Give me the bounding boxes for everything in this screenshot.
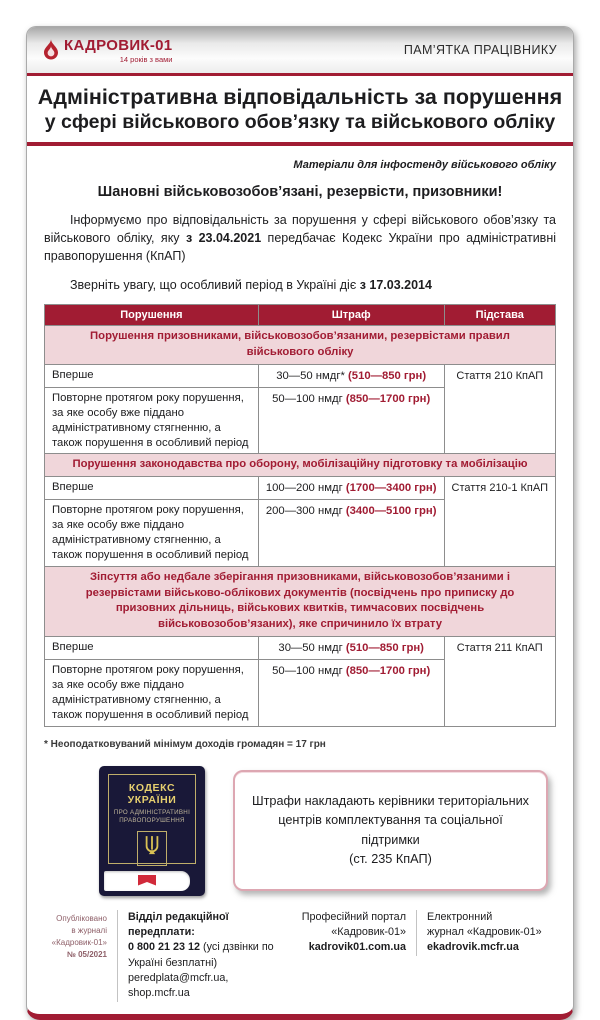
published-line1: Опубліковано — [56, 913, 107, 923]
book-subtitle-line1: ПРО АДМІНІСТРАТИВНІ — [113, 808, 191, 816]
cell-violation: Вперше — [45, 364, 259, 387]
brand-logo — [43, 37, 172, 64]
table-row — [45, 637, 556, 660]
callout-line1: Штрафи накладають керівники територіальних — [251, 794, 530, 809]
section-title: Порушення законодавства про оборону, мобілізаційну підготовку та мобілізацію — [45, 454, 556, 477]
published-in-block — [41, 910, 107, 961]
phone-note: (усі дзвінки по Україні безплатні) — [128, 941, 274, 969]
fines-table — [44, 304, 556, 726]
section-title: Порушення призовниками, військовозобов’язаними, резервістами правил військового обліку — [45, 326, 556, 365]
col-header-violation: Порушення — [45, 305, 259, 326]
cell-violation: Повторне протягом року порушення, за яке особу вже піддано адміністративному стягненню, а також порушення в особливий період — [45, 387, 259, 454]
portal-block — [278, 910, 406, 956]
fine-amount: 100—200 нмдг — [265, 482, 343, 495]
section-row — [45, 454, 556, 477]
subscription-phone-line — [128, 940, 278, 971]
code-book-illustration — [99, 766, 205, 896]
section-row — [45, 326, 556, 365]
trident-emblem — [137, 831, 167, 866]
fine-amount: 30—50 нмдг — [278, 642, 343, 654]
fine-uah: (850—1700 грн) — [345, 392, 431, 405]
fine-uah: (1700—3400 грн) — [345, 482, 437, 495]
memo-type-label: ПАМ’ЯТКА ПРАЦІВНИКУ — [403, 43, 557, 57]
section-title: Зіпсуття або недбале зберігання призовниками, військовозобов’язаними і резервістами військово-облікових документів (посвідчень про приписку до призовних дільниць, військових квитків, тимчасових посвідчень військовозобов’язаних), яке спричинило їх втрату — [45, 566, 556, 636]
book-pages — [104, 871, 190, 891]
intro-paragraph-date: з 23.04.2021 — [185, 230, 262, 245]
header-bar — [27, 27, 573, 76]
fine-amount: 50—100 нмдг — [272, 392, 343, 405]
published-line2: в журналі — [71, 925, 107, 935]
fine-uah: (850—1700 грн) — [345, 664, 431, 677]
portal-line1: Професійний портал — [301, 910, 406, 923]
fine-uah: (510—850 грн) — [348, 369, 427, 382]
flame-icon — [43, 39, 59, 60]
cell-violation: Вперше — [45, 477, 259, 500]
nmdg-footnote: * Неоподатковуваний мінімум доходів громадян = 17 грн — [44, 738, 326, 750]
trident-icon — [143, 834, 161, 858]
bottom-row — [44, 766, 556, 896]
subscription-block — [117, 910, 278, 1002]
notice-date: з 17.03.2014 — [359, 277, 432, 292]
ejournal-line1: Електронний — [427, 910, 493, 923]
brand-name: КАДРОВИК-01 — [64, 36, 173, 54]
col-header-basis: Підстава — [444, 305, 556, 326]
cell-violation: Повторне протягом року порушення, за яке особу вже піддано адміністративному стягненню, а також порушення в особливий період — [45, 659, 259, 726]
fine-amount: 30—50 нмдг* — [276, 369, 345, 382]
published-line3: «Кадровик-01» — [51, 937, 107, 947]
published-issue: № 05/2021 — [66, 949, 107, 959]
ejournal-line2: журнал «Кадровик-01» — [427, 925, 542, 938]
cell-fine — [258, 364, 444, 387]
page-title — [27, 76, 573, 146]
book-subtitle-line2: ПРАВОПОРУШЕННЯ — [119, 817, 185, 825]
page-title-line1: Адміністративна відповідальність за порушення — [37, 85, 563, 109]
cell-fine — [258, 637, 444, 660]
fine-uah: (510—850 грн) — [345, 642, 424, 654]
table-row — [45, 477, 556, 500]
portal-url[interactable]: kadrovik01.com.ua — [308, 941, 406, 954]
fines-authority-callout — [233, 770, 548, 890]
fine-uah: (3400—5100 грн) — [345, 505, 437, 518]
salutation-heading: Шановні військовозобов’язані, резервісти, призовники! — [97, 184, 503, 200]
book-title-line1: КОДЕКС — [128, 781, 176, 794]
table-row — [45, 364, 556, 387]
section-row — [45, 566, 556, 636]
callout-line2: центрів комплектування та соціальної підтримки — [278, 813, 503, 847]
portal-line2: «Кадровик-01» — [331, 925, 406, 938]
fine-amount: 50—100 нмдг — [272, 664, 343, 677]
cell-violation: Повторне протягом року порушення, за яке особу вже піддано адміністративному стягненню, а також порушення в особливий період — [45, 500, 259, 567]
callout-line3: (ст. 235 КпАП) — [349, 851, 432, 866]
intro-paragraph — [44, 212, 556, 265]
intro-paragraph-before: Інформуємо про відповідальність за порушення у сфері військового обов’язку та військового обліку, яку — [44, 213, 556, 245]
cell-violation: Вперше — [45, 637, 259, 660]
memo-card — [26, 26, 574, 1020]
phone-number[interactable]: 0 800 21 23 12 — [128, 941, 201, 954]
notice-line — [44, 278, 556, 292]
subscription-contacts[interactable]: peredplata@mcfr.ua, shop.mcfr.ua — [128, 971, 229, 1000]
book-cover-frame — [108, 774, 196, 864]
intro-paragraph-after: передбачає Кодекс України про адміністративні правопорушення (КпАП) — [44, 230, 556, 263]
col-header-fine: Штраф — [258, 305, 444, 326]
brand-text-block — [64, 37, 172, 64]
cell-basis: Стаття 211 КпАП — [444, 637, 556, 727]
cell-basis: Стаття 210 КпАП — [444, 364, 556, 454]
cell-fine — [258, 500, 444, 567]
footer — [27, 902, 573, 1014]
notice-before: Зверніть увагу, що особливий період в Україні діє — [70, 277, 360, 292]
cell-fine — [258, 477, 444, 500]
book-title-line2: УКРАЇНИ — [127, 794, 177, 807]
table-header-row — [45, 305, 556, 326]
content-area — [27, 146, 573, 1014]
cell-fine — [258, 659, 444, 726]
brand-tagline: 14 років з вами — [119, 54, 173, 64]
fine-amount: 200—300 нмдг — [265, 505, 343, 518]
subscription-title: Відділ редакційної передплати: — [128, 910, 229, 938]
page-title-line2: у сфері військового обов’язку та військового обліку — [44, 111, 556, 133]
ejournal-block — [416, 910, 559, 956]
ejournal-url[interactable]: ekadrovik.mcfr.ua — [427, 941, 519, 954]
cell-basis: Стаття 210-1 КпАП — [444, 477, 556, 567]
infostand-note: Матеріали для інфостенду військового обліку — [293, 159, 556, 171]
cell-fine — [258, 387, 444, 454]
bookmark-ribbon — [138, 875, 156, 886]
